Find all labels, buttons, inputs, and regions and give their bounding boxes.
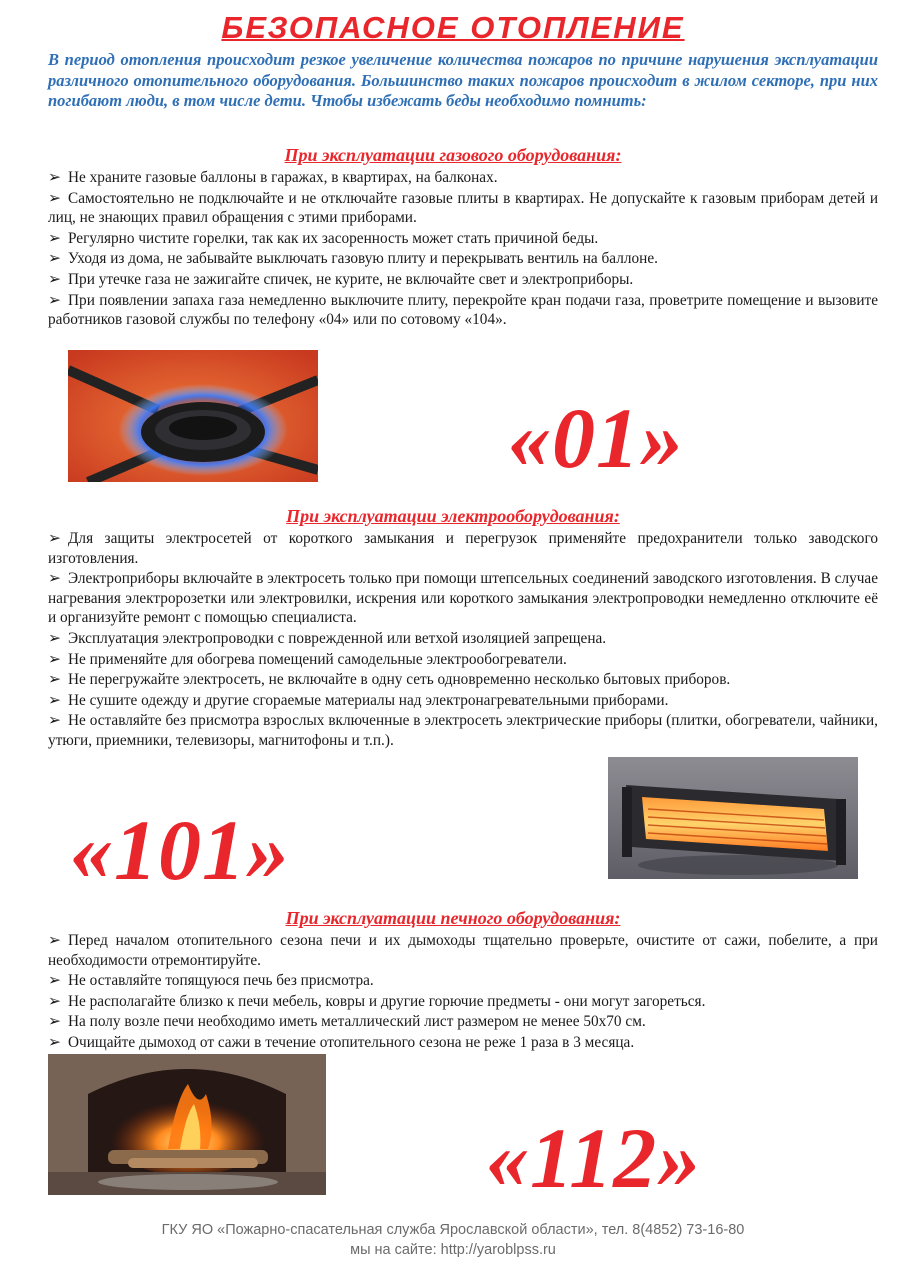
list-item: ➢ Не оставляйте без присмотра взрослых включенные в электросеть электрические приборы (плитки, обогреватели, чайники, утюги, приемники, телевизоры, магнитофоны и т.п.). bbox=[48, 712, 878, 749]
list-item: ➢ Для защиты электросетей от короткого замыкания и перегрузок применяйте предохранители только заводского изготовления. bbox=[48, 530, 878, 567]
gas-section-heading: При эксплуатации газового оборудования: bbox=[284, 145, 622, 165]
bullet-arrow-icon: ➢ bbox=[48, 250, 61, 268]
bullet-arrow-icon: ➢ bbox=[48, 1033, 61, 1051]
gas-rules-list bbox=[48, 168, 878, 331]
bullet-arrow-icon: ➢ bbox=[48, 650, 61, 668]
list-item: ➢ При утечке газа не зажигайте спичек, не курите, не включайте свет и электроприборы. bbox=[48, 270, 634, 288]
bullet-arrow-icon: ➢ bbox=[48, 291, 61, 309]
bullet-arrow-icon: ➢ bbox=[48, 712, 61, 730]
bullet-arrow-icon: ➢ bbox=[48, 229, 61, 247]
bullet-arrow-icon: ➢ bbox=[48, 932, 61, 949]
stove-rules-list bbox=[48, 931, 878, 1054]
list-item: ➢ Регулярно чистите горелки, так как их засоренность может стать причиной беды. bbox=[48, 229, 599, 247]
list-item: ➢ Не располагайте близко к печи мебель, ковры и другие горючие предметы - они могут загореться. bbox=[48, 992, 706, 1010]
electric-rules-list bbox=[48, 529, 878, 752]
list-item: ➢ Перед началом отопительного сезона печи и их дымоходы тщательно проверьте, очистите от сажи, побелите, а при необходимости отремонтируйте. bbox=[48, 932, 878, 969]
page-title: БЕЗОПАСНОЕ ОТОПЛЕНИЕ bbox=[221, 10, 685, 45]
bullet-arrow-icon: ➢ bbox=[48, 691, 61, 709]
list-item: ➢ Очищайте дымоход от сажи в течение отопительного сезона не реже 1 раза в 3 месяца. bbox=[48, 1033, 635, 1051]
list-item: ➢ Эксплуатация электропроводки с поврежденной или ветхой изоляцией запрещена. bbox=[48, 629, 607, 647]
bullet-arrow-icon: ➢ bbox=[48, 169, 61, 186]
bullet-arrow-icon: ➢ bbox=[48, 570, 61, 588]
footer-org-line: ГКУ ЯО «Пожарно-спасательная служба Ярославской области», тел. 8(4852) 73-16-80 bbox=[161, 1222, 745, 1238]
gas-burner-image bbox=[68, 350, 318, 482]
bullet-arrow-icon: ➢ bbox=[48, 530, 61, 547]
list-item: ➢ Уходя из дома, не забывайте выключать газовую плиту и перекрывать вентиль на баллоне. bbox=[48, 250, 658, 268]
footer-website-line: мы на сайте: http://yaroblpss.ru bbox=[350, 1242, 556, 1258]
list-item: ➢ Электроприборы включайте в электросеть только при помощи штепсельных соединений заводского изготовления. В случае нагревания электророзетки или электровилки, искрения или короткого замыкания электропроводки немедленно отключите её и организуйте ремонт с помощью специалиста. bbox=[48, 570, 878, 627]
list-item: ➢ Не оставляйте топящуюся печь без присмотра. bbox=[48, 972, 374, 990]
list-item: ➢ Не храните газовые баллоны в гаражах, в квартирах, на балконах. bbox=[48, 169, 498, 186]
list-item: ➢ При появлении запаха газа немедленно выключите плиту, перекройте кран подачи газа, проветрите помещение и вызовите работников газовой службы по телефону «04» или по сотовому «104». bbox=[48, 291, 878, 329]
bullet-arrow-icon: ➢ bbox=[48, 1013, 61, 1031]
list-item: ➢ Не сушите одежду и другие сгораемые материалы над электронагревательными приборами. bbox=[48, 691, 669, 709]
list-item: ➢ Самостоятельно не подключайте и не отключайте газовые плиты в квартирах. Не допускайте к газовым приборам детей и лиц, не знающих правил обращения с этими приборами. bbox=[48, 189, 878, 227]
bullet-arrow-icon: ➢ bbox=[48, 189, 61, 207]
emergency-number-101: «101» bbox=[70, 802, 290, 898]
emergency-number-112: «112» bbox=[486, 1110, 702, 1206]
bullet-arrow-icon: ➢ bbox=[48, 270, 61, 288]
bullet-arrow-icon: ➢ bbox=[48, 671, 61, 689]
emergency-number-01: «01» bbox=[508, 390, 684, 486]
electric-heater-image bbox=[608, 757, 858, 879]
list-item: ➢ На полу возле печи необходимо иметь металлический лист размером не менее 50х70 см. bbox=[48, 1013, 646, 1031]
list-item: ➢ Не перегружайте электросеть, не включайте в одну сеть одновременно несколько бытовых приборов. bbox=[48, 671, 731, 689]
stove-section-heading: При эксплуатации печного оборудования: bbox=[285, 908, 621, 928]
bullet-arrow-icon: ➢ bbox=[48, 629, 61, 647]
bullet-arrow-icon: ➢ bbox=[48, 972, 61, 990]
electric-section-heading: При эксплуатации электрооборудования: bbox=[286, 506, 620, 526]
bullet-arrow-icon: ➢ bbox=[48, 992, 61, 1010]
list-item: ➢ Не применяйте для обогрева помещений самодельные электрообогреватели. bbox=[48, 650, 567, 668]
intro-paragraph: В период отопления происходит резкое увеличение количества пожаров по причине нарушения эксплуатации различного отопительного оборудования. Большинство таких пожаров происходит в жилом секторе, при них погибают люди, в том числе дети. Чтобы избежать беды необходимо помнить: bbox=[48, 50, 878, 110]
stove-fire-image bbox=[48, 1054, 326, 1195]
